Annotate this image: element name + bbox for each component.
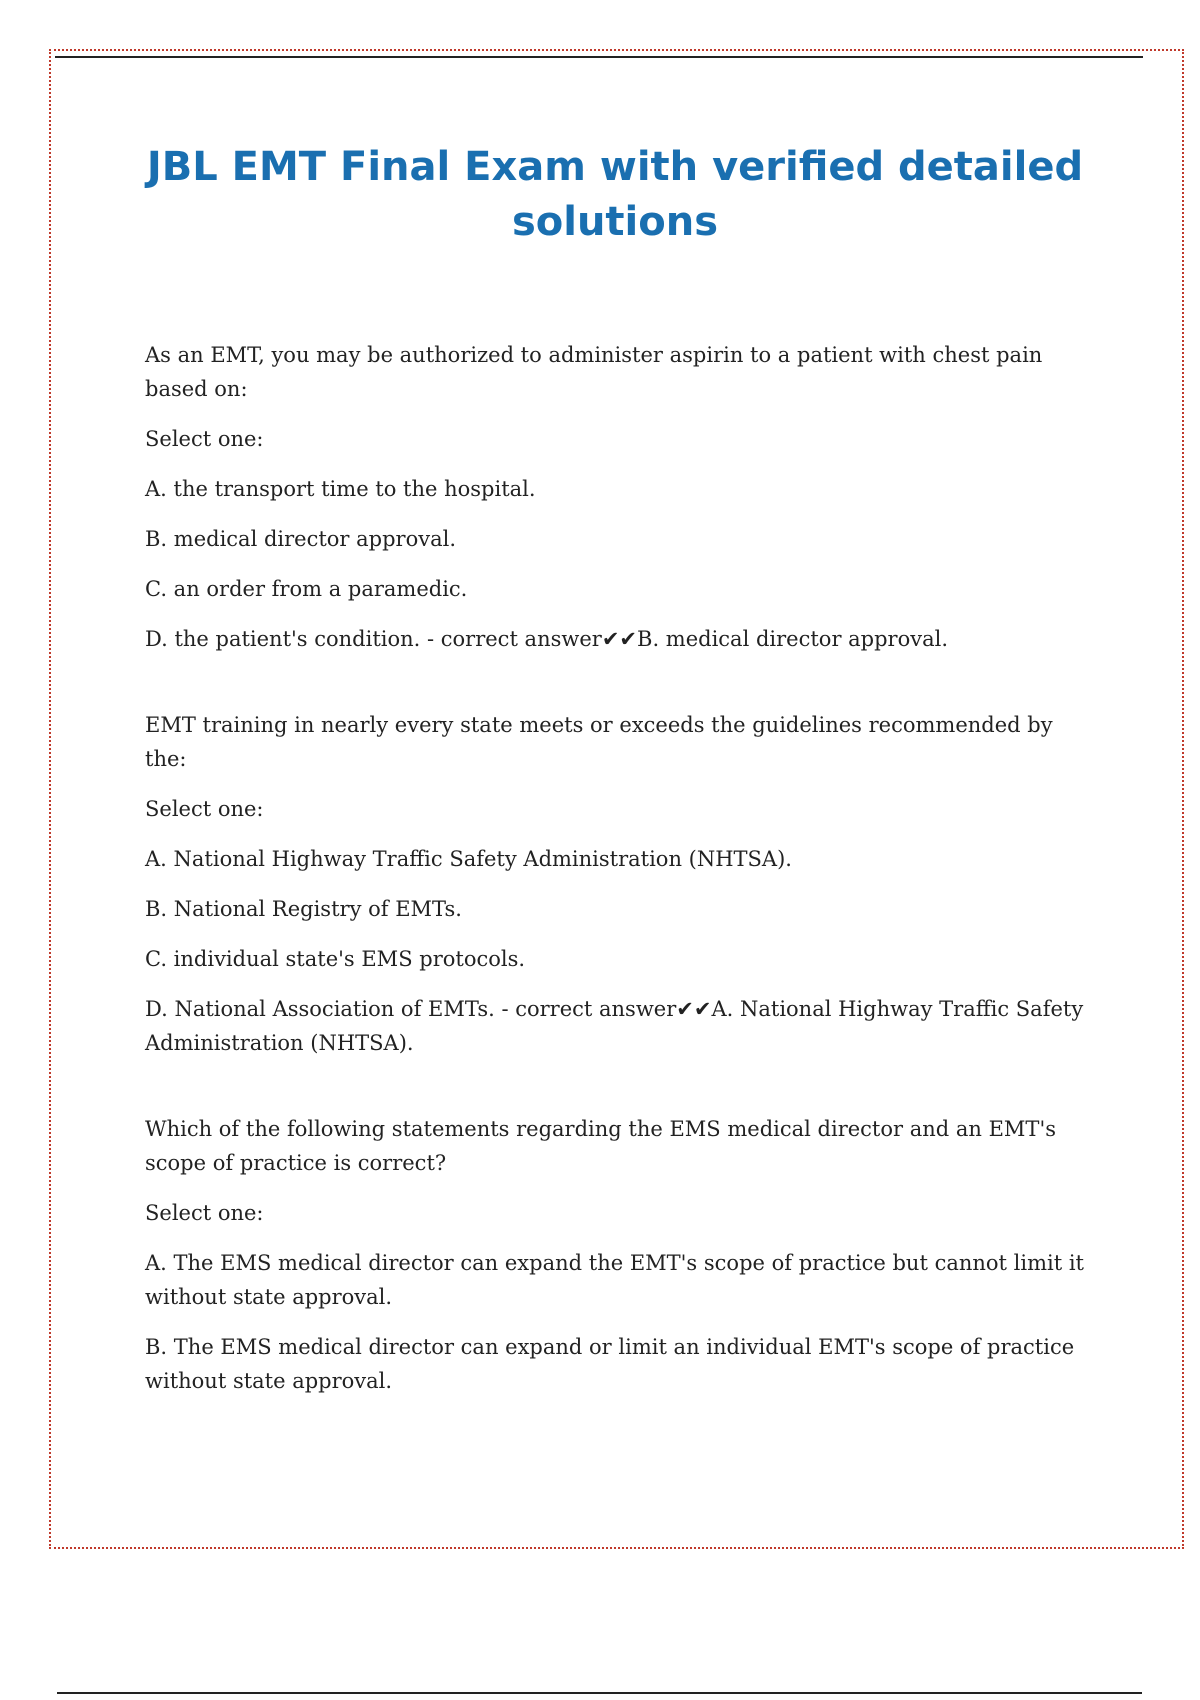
option-b: B. National Registry of EMTs. <box>145 897 462 921</box>
bottom-divider <box>57 1692 1142 1694</box>
option-a: A. National Highway Traffic Safety Administration (NHTSA). <box>145 847 792 871</box>
question-list <box>145 338 1090 1450</box>
option-b: B. medical director approval. <box>145 527 457 551</box>
select-one-label: Select one: <box>145 797 264 821</box>
option-a: A. The EMS medical director can expand the EMT's scope of practice but cannot limit it without state approval. <box>145 1251 1084 1309</box>
option-d-with-answer: D. the patient's condition. - correct answer✔✔B. medical director approval. <box>145 627 949 651</box>
option-a: A. the transport time to the hospital. <box>145 477 536 501</box>
option-b: B. The EMS medical director can expand or limit an individual EMT's scope of practice without state approval. <box>145 1335 1075 1393</box>
question-text: As an EMT, you may be authorized to administer aspirin to a patient with chest pain based on: <box>145 343 1043 401</box>
option-c: C. individual state's EMS protocols. <box>145 947 526 971</box>
question-text: EMT training in nearly every state meets or exceeds the guidelines recommended by the: <box>145 713 1053 771</box>
select-one-label: Select one: <box>145 1201 264 1225</box>
document-title: JBL EMT Final Exam with verified detailed solutions <box>146 144 1084 245</box>
option-c: C. an order from a paramedic. <box>145 577 468 601</box>
question-2 <box>145 708 1090 1060</box>
question-text: Which of the following statements regarding the EMS medical director and an EMT's scope of practice is correct? <box>145 1117 1056 1175</box>
select-one-label: Select one: <box>145 427 264 451</box>
question-1 <box>145 338 1090 656</box>
question-3 <box>145 1112 1090 1398</box>
option-d-with-answer: D. National Association of EMTs. - correct answer✔✔A. National Highway Traffic Safety Administration (NHTSA). <box>145 997 1084 1055</box>
top-divider <box>55 56 1143 58</box>
